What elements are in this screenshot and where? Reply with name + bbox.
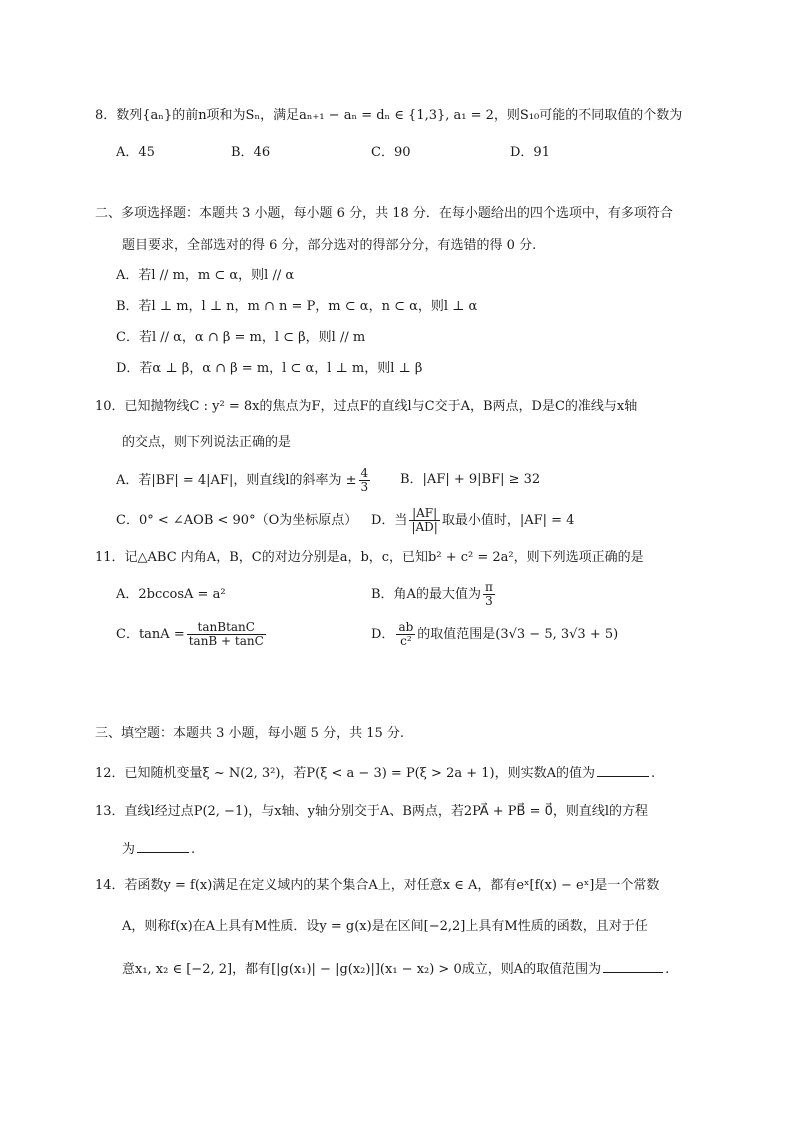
q11-option-a: A．2bccosA = a² [116, 587, 226, 602]
q9-option-c: C．若l // α，α ∩ β = m，l ⊂ β，则l // m [116, 330, 366, 345]
q10-stem: 10．已知抛物线C : y² = 8x的焦点为F，过点F的直线l与C交于A，B两点，D是C的准线与x轴 [95, 399, 638, 414]
q11-option-d [371, 618, 618, 652]
q8-option-d: D．91 [510, 145, 550, 160]
q11-stem: 11．记△ABC 内角A，B，C的对边分别是a，b，c，已知b² + c² = 2a²，则下列选项正确的是 [95, 550, 644, 565]
q10-option-d-fraction [409, 507, 439, 534]
fraction-denominator: |AD| [411, 520, 438, 534]
section3-heading: 三、填空题：本题共 3 小题，每小题 5 分，共 15 分. [95, 726, 405, 741]
q11-option-b-pre: B．角A的最大值为 [371, 587, 481, 602]
q13-stem: 13．直线l经过点P(2, −1)，与x轴、y轴分别交于A、B两点，若2PA⃗ + PB⃗ = 0⃗，则直线l的方程 [95, 804, 649, 819]
fraction-numerator: |AF| [409, 507, 439, 521]
q8-option-c: C．90 [371, 145, 411, 160]
section2-heading-cont: 题目要求，全部选对的得 6 分，部分选对的得部分分，有选错的得 0 分. [122, 238, 537, 253]
fraction-numerator: π [484, 580, 493, 594]
q11-option-b [371, 578, 497, 612]
q10-option-d-post: 取最小值时，|AF| = 4 [441, 513, 575, 528]
q8-option-b: B．46 [231, 145, 271, 160]
q10-option-d-pre: D．当 [371, 513, 408, 528]
q9-option-a: A．若l // m，m ⊂ α，则l // α [116, 268, 295, 283]
q10-option-b: B．|AF| + 9|BF| ≥ 32 [400, 472, 541, 487]
q11-option-d-post: 的取值范围是(3√3 − 5, 3√3 + 5) [417, 627, 619, 642]
fraction-numerator: tanBtanC [187, 621, 266, 635]
q11-option-d-pre: D． [371, 627, 395, 642]
q9-option-d: D．若α ⊥ β，α ∩ β = m，l ⊂ α，l ⊥ m，则l ⊥ β [116, 361, 423, 376]
q11-option-c-pre: C．tanA = [116, 627, 185, 642]
q14-line3 [122, 958, 669, 980]
q11-option-b-fraction [483, 581, 495, 608]
section2-heading: 二、多项选择题：本题共 3 小题，每小题 6 分，共 18 分．在每小题给出的四个选项中，有多项符合 [95, 206, 673, 221]
q8-option-a: A．45 [116, 145, 155, 160]
answer-blank[interactable] [597, 762, 649, 777]
q11-option-d-fraction [396, 621, 415, 648]
q14-tail: . [665, 962, 670, 977]
q12-stem [95, 762, 655, 784]
q13-cont-text: 为 [122, 842, 136, 857]
q12-text: 12．已知随机变量ξ ~ N(2, 3²)，若P(ξ < a − 3) = P(ξ > 2a + 1)，则实数A的值为 [95, 766, 595, 781]
q14-line3-text: 意x₁, x₂ ∈ [−2, 2]，都有[|g(x₁)| − |g(x₂)|](x₁ − x₂) > 0成立，则A的取值范围为 [122, 962, 602, 977]
q13-tail: . [191, 842, 196, 857]
fraction-denominator: tanB + tanC [188, 634, 264, 648]
q10-option-a-text: A．若|BF| = 4|AF|，则直线l的斜率为 ± [116, 473, 357, 488]
q14-stem: 14．若函数y = f(x)满足在定义域内的某个集合A上，对任意x ∈ A，都有eˣ[f(x) − eˣ]是一个常数 [95, 878, 660, 893]
q11-option-c [116, 618, 268, 652]
fraction-numerator: ab [398, 620, 414, 634]
q8-stem: 8．数列{aₙ}的前n项和为Sₙ，满足aₙ₊₁ − aₙ = dₙ ∈ {1,3}, a₁ = 2，则S₁₀可能的不同取值的个数为 [95, 108, 683, 123]
q10-option-a [116, 464, 372, 498]
fraction-denominator: 3 [360, 480, 369, 494]
fraction-denominator: c² [400, 634, 412, 648]
q14-line2: A，则称f(x)在A上具有M性质．设y = g(x)是在区间[−2,2]上具有M性质的函数，且对于任 [122, 919, 648, 934]
answer-blank[interactable] [137, 838, 189, 853]
q10-option-a-fraction [359, 467, 371, 494]
q10-stem-cont: 的交点，则下列说法正确的是 [122, 435, 292, 450]
fraction-numerator: 4 [360, 466, 369, 480]
q10-option-d [371, 504, 574, 538]
q10-option-c: C．0° < ∠AOB < 90°（O为坐标原点） [116, 513, 358, 528]
q13-stem-cont [122, 838, 195, 860]
q9-option-b: B．若l ⊥ m，l ⊥ n，m ∩ n = P，m ⊂ α，n ⊂ α，则l ⊥ α [116, 299, 478, 314]
q12-tail: . [651, 766, 656, 781]
q11-option-c-fraction [187, 621, 266, 648]
answer-blank[interactable] [603, 958, 663, 973]
fraction-denominator: 3 [485, 594, 493, 608]
